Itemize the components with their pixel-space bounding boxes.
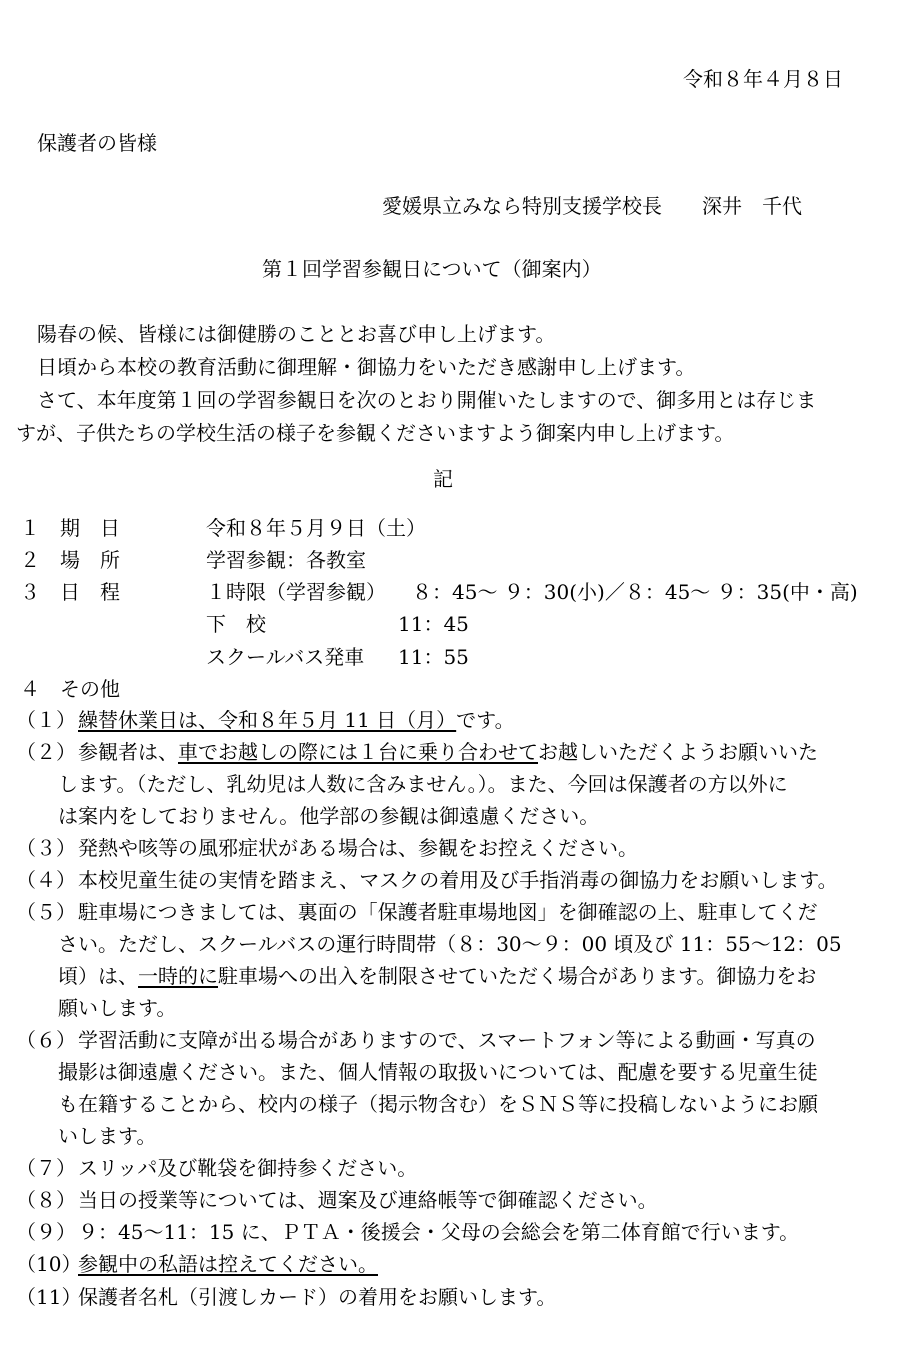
note-number: （５） [16, 900, 76, 924]
intro-line-4: すが、子供たちの学校生活の様子を参観くださいますよう御案内申し上げます。 [16, 421, 735, 445]
note-text: 当日の授業等については、週案及び連絡帳等で御確認ください。 [78, 1188, 658, 1212]
sender: 愛媛県立みなら特別支援学校長 深井 千代 [382, 194, 802, 218]
note-text-tail: です。 [456, 708, 515, 732]
note-text: 撮影は御遠慮ください。また、個人情報の取扱いについては、配慮を要する児童生徒 [58, 1060, 818, 1084]
item-label: 期 日 [60, 516, 120, 540]
item-value: 令和８年５月９日（土） [206, 516, 426, 540]
schedule-row-value: 11：55 [398, 645, 469, 669]
underlined-text: 参観中の私語は控えてください。 [78, 1252, 378, 1276]
schedule-row-label: スクールバス発車 [206, 645, 365, 669]
note-number: （２） [16, 740, 76, 764]
schedule-row-value: ８：45～ ９：30(小)／８：45～ ９：35(中・高) [412, 580, 858, 604]
note-text: ９：45～11：15 に、ＰＴＡ・後援会・父母の会総会を第二体育館で行います。 [78, 1220, 800, 1244]
document-date: 令和８年４月８日 [683, 67, 843, 91]
note-number: （６） [16, 1028, 76, 1052]
note-number: （１） [16, 708, 76, 732]
note-number: （３） [16, 836, 76, 860]
underlined-text: 一時的に [138, 964, 218, 988]
underlined-text: 車でお越しの際には１台に乗り合わせて [178, 740, 538, 764]
ki-heading: 記 [433, 467, 453, 491]
note-number: （９） [16, 1220, 76, 1244]
note-text-head: 参観者は、 [78, 740, 178, 764]
item-number: ４ [20, 677, 40, 701]
document-title: 第１回学習参観日について（御案内） [262, 257, 602, 281]
note-text: は案内をしておりません。他学部の参観は御遠慮ください。 [58, 804, 600, 828]
note-text: スリッパ及び靴袋を御持参ください。 [78, 1156, 418, 1180]
note-text-tail: 駐車場への出入を制限させていただく場合があります。御協力をお [218, 964, 817, 988]
note-text [78, 736, 818, 768]
note-text: 保護者名札（引渡しカード）の着用をお願いします。 [78, 1285, 557, 1309]
note-text: いします。 [58, 1124, 157, 1148]
note-number: （７） [16, 1156, 76, 1180]
item-number: ３ [20, 580, 40, 604]
note-text [78, 704, 515, 736]
note-text: も在籍することから、校内の様子（掲示物含む）をＳＮＳ等に投稿しないようにお願 [58, 1092, 818, 1116]
note-text [78, 1248, 378, 1280]
note-text: します。（ただし、乳幼児は人数に含みません。）。また、今回は保護者の方以外に [58, 772, 788, 796]
note-text: 本校児童生徒の実情を踏まえ、マスクの着用及び手指消毒の御協力をお願いします。 [78, 868, 838, 892]
addressee: 保護者の皆様 [37, 131, 157, 155]
item-number: ２ [20, 548, 40, 572]
item-value: 学習参観：各教室 [206, 548, 366, 572]
note-text: 発熱や咳等の風邪症状がある場合は、参観をお控えください。 [78, 836, 638, 860]
intro-line-3: さて、本年度第１回の学習参観日を次のとおり開催いたしますので、御多用とは存じま [37, 388, 817, 412]
note-number: （11） [16, 1285, 82, 1309]
intro-line-2: 日頃から本校の教育活動に御理解・御協力をいただき感謝申し上げます。 [37, 355, 696, 379]
schedule-row-label: １時限（学習参観） [206, 580, 386, 604]
note-text-head: 頃）は、 [58, 964, 138, 988]
item-label: 場 所 [60, 548, 120, 572]
item-label: その他 [60, 677, 120, 701]
note-text: さい。ただし、スクールバスの運行時間帯（８：30～９：00 頃及び 11：55～12：05 [58, 932, 842, 956]
schedule-row-label: 下 校 [206, 612, 266, 636]
note-text: 駐車場につきましては、裏面の「保護者駐車場地図」を御確認の上、駐車してくだ [78, 900, 818, 924]
note-text: 学習活動に支障が出る場合がありますので、スマートフォン等による動画・写真の [78, 1028, 816, 1052]
note-text [58, 960, 816, 992]
note-text: 願いします。 [58, 996, 177, 1020]
note-text-tail: お越しいただくようお願いいた [538, 740, 818, 764]
schedule-row-value: 11：45 [398, 612, 469, 636]
intro-line-1: 陽春の候、皆様には御健勝のこととお喜び申し上げます。 [37, 322, 556, 346]
note-number: （８） [16, 1188, 76, 1212]
item-number: １ [20, 516, 40, 540]
note-number: （10） [16, 1252, 82, 1276]
note-number: （４） [16, 868, 76, 892]
underlined-text: 繰替休業日は、令和８年５月 11 日（月） [78, 708, 457, 732]
item-label: 日 程 [60, 580, 120, 604]
